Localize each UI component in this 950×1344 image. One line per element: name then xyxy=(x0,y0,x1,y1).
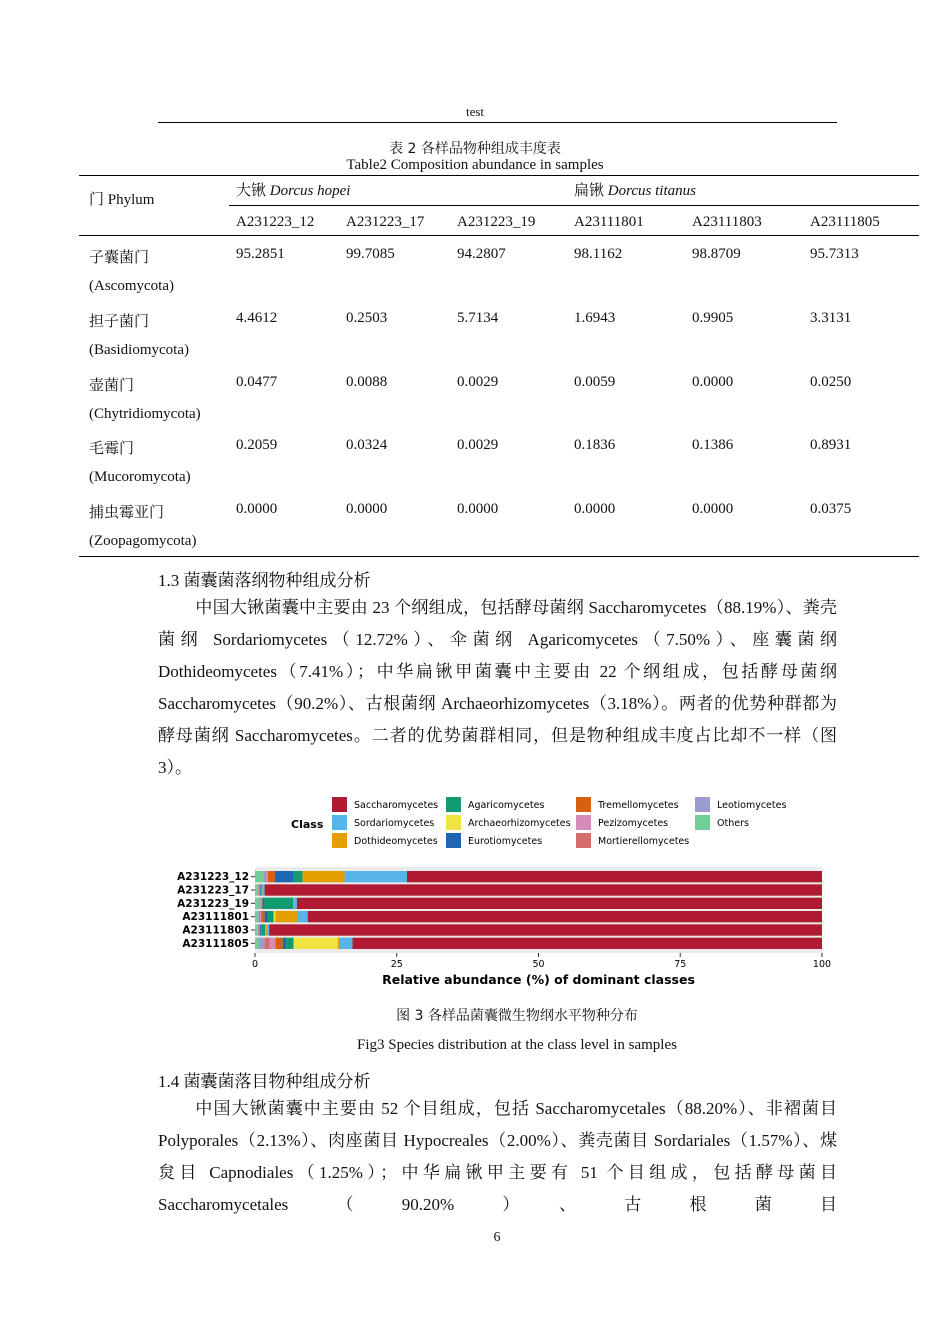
bar-segment xyxy=(260,911,261,922)
y-tick-label: A231223_12 xyxy=(177,871,249,884)
x-tick-label: 25 xyxy=(390,959,403,970)
group-titanus xyxy=(574,179,696,200)
bar-segment xyxy=(286,938,293,949)
section-heading-1-3: 1.3 菌囊菌落纲物种组成分析 xyxy=(158,571,371,590)
bar-segment xyxy=(258,884,259,895)
bar-segment xyxy=(293,898,294,909)
table-cell: 0.0375 xyxy=(810,501,852,518)
bar-segment xyxy=(264,898,293,909)
table-cell: 4.4612 xyxy=(236,309,278,326)
abundance-table xyxy=(79,175,919,557)
page-number: 6 xyxy=(493,1230,501,1245)
group-hopei-cn: 大锹 xyxy=(236,183,270,199)
table-cell: 0.2059 xyxy=(236,437,278,454)
bar-segment xyxy=(258,911,259,922)
table-cell: 0.0000 xyxy=(574,501,616,518)
bar-segment xyxy=(283,938,286,949)
legend-label: Others xyxy=(717,818,749,829)
bar-segment xyxy=(266,871,268,882)
running-header: test xyxy=(465,104,485,119)
table-cell: 98.1162 xyxy=(574,246,623,262)
table-cell: 0.0250 xyxy=(810,373,852,390)
legend-swatch xyxy=(446,833,461,848)
group-titanus-latin: Dorcus titanus xyxy=(607,183,696,199)
bar-segment xyxy=(268,871,275,882)
phylum-name-latin: (Chytridiomycota) xyxy=(89,405,201,422)
bar-segment xyxy=(265,911,268,922)
bar-segment xyxy=(294,938,338,949)
phylum-name-cn: 子囊菌门 xyxy=(89,250,150,266)
legend-swatch xyxy=(576,833,591,848)
phylum-header: 门 Phylum xyxy=(89,192,155,208)
phylum-name-latin: (Zoopagomycota) xyxy=(89,533,197,550)
table-cell: 99.7085 xyxy=(346,246,395,262)
legend-title: Class xyxy=(291,818,324,831)
table-cell: 0.0000 xyxy=(692,501,734,518)
legend-label: Archaeorhizomycetes xyxy=(468,818,571,829)
bar-segment xyxy=(262,898,263,909)
bar-segment xyxy=(260,924,261,935)
table-cell: 94.2807 xyxy=(457,246,506,262)
table-cell: 0.0000 xyxy=(346,501,388,518)
phylum-name-cn: 捕虫霉亚门 xyxy=(89,505,165,522)
bar-segment xyxy=(262,884,264,895)
bar-segment xyxy=(259,911,260,922)
phylum-name-latin: (Basidiomycota) xyxy=(89,341,189,358)
legend-label: Sordariomycetes xyxy=(354,818,435,829)
bar-segment xyxy=(407,871,822,882)
y-tick-label: A231223_17 xyxy=(177,884,249,897)
table-cell: 3.3131 xyxy=(810,309,852,326)
table-cell: 0.0000 xyxy=(692,373,734,390)
bar-segment xyxy=(262,884,263,895)
table-cell: 0.0059 xyxy=(574,373,616,390)
table-cell: 95.7313 xyxy=(810,246,859,262)
bar-segment xyxy=(255,871,264,882)
bar-segment xyxy=(255,884,258,895)
table-cell: 95.2851 xyxy=(236,246,285,262)
legend-label: Saccharomycetes xyxy=(354,800,439,811)
bar-segment xyxy=(353,938,822,949)
paragraph-1-3-text: 中国大锹菌囊中主要由 23 个纲组成，包括酵母菌纲 Saccharomycetes（88.19%）、粪壳菌纲 Sordariomycetes（12.72%）、伞菌纲 Agaricomycetes（7.50%）、座囊菌纲 Dothideomycetes（7.41%）；中华扁锹甲菌囊中主要由 22 个纲组成，包括酵母菌纲 Saccharomycetes（90.2%）、古根菌纲 Archaeorhizomycetes（3.18%）。两者的优势种群都为酵母菌纲 Saccharomycetes。二者的优势菌群相同，但是物种组成丰度占比却不一样（图 3）。 xyxy=(158,598,837,777)
bar-segment xyxy=(258,924,259,935)
bar-segment xyxy=(261,898,262,909)
bar-segment xyxy=(293,871,303,882)
bar-segment xyxy=(265,871,266,882)
bar-segment xyxy=(274,911,276,922)
y-tick-label: A23111801 xyxy=(182,911,249,924)
bar-segment xyxy=(339,938,352,949)
table-cell: 0.2503 xyxy=(346,309,388,326)
y-tick-label: A23111805 xyxy=(182,937,249,950)
legend-swatch xyxy=(332,833,347,848)
bar-segment xyxy=(275,871,293,882)
table-cell: 0.0088 xyxy=(346,373,388,390)
table-cell: 0.0000 xyxy=(236,501,278,518)
bar-segment xyxy=(267,924,269,935)
bar-segment xyxy=(270,938,276,949)
bar-segment xyxy=(258,924,259,935)
sample-header: A23111805 xyxy=(810,214,880,230)
bar-segment xyxy=(345,871,407,882)
paragraph-1-4 xyxy=(158,1093,837,1221)
sample-header: A231223_12 xyxy=(236,214,315,230)
figure-caption-en: Fig3 Species distribution at the class level in samples xyxy=(357,1037,677,1053)
bar-segment xyxy=(261,898,262,909)
bar-segment xyxy=(267,911,273,922)
phylum-name-cn: 毛霉门 xyxy=(89,441,135,458)
figure-caption-cn: 图 3 各样品菌囊微生物纲水平物种分布 xyxy=(396,1008,638,1024)
bar-segment xyxy=(259,924,260,935)
paragraph-1-3 xyxy=(158,592,837,784)
legend-swatch xyxy=(695,815,710,830)
sample-header: A231223_19 xyxy=(457,214,536,230)
table-cell: 0.0029 xyxy=(457,373,499,390)
paragraph-1-4-text: 中国大锹菌囊中主要由 52 个目组成，包括 Saccharomycetales（88.20%）、非褶菌目 Polyporales（2.13%）、肉座菌目 Hypocreales（2.00%）、粪壳菌目 Sordariales（1.57%）、煤炱目 Capnodiales（1.25%）；中华扁锹甲主要有 51 个目组成，包括酵母菌目 Saccharomycetales（90.20%）、古根菌目 xyxy=(158,1099,837,1214)
table-caption-en: Table2 Composition abundance in samples xyxy=(346,157,604,173)
bar-segment xyxy=(297,898,822,909)
legend-label: Mortierellomycetes xyxy=(598,836,690,847)
table-cell: 0.1386 xyxy=(692,437,734,454)
bar-segment xyxy=(338,938,340,949)
bar-segment xyxy=(259,884,260,895)
bar-segment xyxy=(262,898,263,909)
bar-segment xyxy=(294,898,297,909)
bar-segment xyxy=(260,898,261,909)
section-heading-1-4: 1.4 菌囊菌落目物种组成分析 xyxy=(158,1072,371,1091)
x-axis-label: Relative abundance (%) of dominant classes xyxy=(382,972,695,987)
bar-segment xyxy=(265,924,267,935)
legend-label: Leotiomycetes xyxy=(717,800,787,811)
header-rule xyxy=(158,122,837,123)
table-cell: 0.0477 xyxy=(236,373,278,390)
bar-segment xyxy=(275,911,297,922)
table-cell: 0.0000 xyxy=(457,501,499,518)
group-hopei-latin: Dorcus hopei xyxy=(269,183,351,199)
bar-segment xyxy=(297,911,308,922)
group-hopei xyxy=(236,179,350,200)
table-cell: 0.8931 xyxy=(810,437,852,454)
legend-swatch xyxy=(332,797,347,812)
legend-label: Pezizomycetes xyxy=(598,818,669,829)
bar-segment xyxy=(308,911,822,922)
legend-swatch xyxy=(576,797,591,812)
class-abundance-chart xyxy=(160,790,840,990)
bar-segment xyxy=(264,871,265,882)
header-rule-table xyxy=(79,235,919,236)
legend-label: Dothideomycetes xyxy=(354,836,438,847)
y-tick-label: A23111803 xyxy=(182,924,249,937)
legend-swatch xyxy=(446,815,461,830)
bar-segment xyxy=(260,924,261,935)
x-tick-label: 100 xyxy=(812,959,832,970)
bar-segment xyxy=(269,924,822,935)
x-tick-label: 0 xyxy=(251,959,259,970)
group-titanus-cn: 扁锹 xyxy=(574,183,608,199)
legend-swatch xyxy=(695,797,710,812)
legend-label: Tremellomycetes xyxy=(598,800,679,811)
table-cell: 1.6943 xyxy=(574,309,616,326)
table-cell: 5.7134 xyxy=(457,309,499,326)
x-tick-label: 75 xyxy=(674,959,687,970)
table-cell: 98.8709 xyxy=(692,246,741,262)
bar-segment xyxy=(265,884,822,895)
bar-segment xyxy=(255,911,258,922)
x-tick-label: 50 xyxy=(532,959,545,970)
legend-swatch xyxy=(332,815,347,830)
bar-segment xyxy=(260,884,261,895)
phylum-name-cn: 担子菌门 xyxy=(89,313,150,330)
bar-segment xyxy=(255,924,258,935)
sample-header: A23111803 xyxy=(692,214,762,230)
bar-segment xyxy=(259,938,265,949)
bar-segment xyxy=(255,938,259,949)
sample-header: A23111801 xyxy=(574,214,644,230)
table-cell: 0.1836 xyxy=(574,437,616,454)
table-cell: 0.0029 xyxy=(457,437,499,454)
group-rule xyxy=(229,205,919,206)
bar-segment xyxy=(260,884,261,895)
bar-segment xyxy=(275,938,282,949)
phylum-name-cn: 壶菌门 xyxy=(89,377,135,394)
sample-header: A231223_17 xyxy=(346,214,425,230)
phylum-name-latin: (Mucoromycota) xyxy=(89,469,191,486)
bar-segment xyxy=(255,898,260,909)
table-caption-cn: 表 2 各样品物种组成丰度表 xyxy=(389,141,561,157)
bar-segment xyxy=(261,884,262,895)
table-cell: 0.9905 xyxy=(692,309,734,326)
bar-segment xyxy=(265,938,270,949)
phylum-name-latin: (Ascomycota) xyxy=(89,278,174,294)
bar-segment xyxy=(261,911,264,922)
bar-segment xyxy=(261,924,265,935)
legend-label: Agaricomycetes xyxy=(468,800,545,811)
legend-swatch xyxy=(576,815,591,830)
y-tick-label: A231223_19 xyxy=(177,897,249,910)
legend-label: Eurotiomycetes xyxy=(468,836,543,847)
legend-swatch xyxy=(446,797,461,812)
bar-segment xyxy=(303,871,345,882)
bar-segment xyxy=(258,884,259,895)
table-cell: 0.0324 xyxy=(346,437,388,454)
